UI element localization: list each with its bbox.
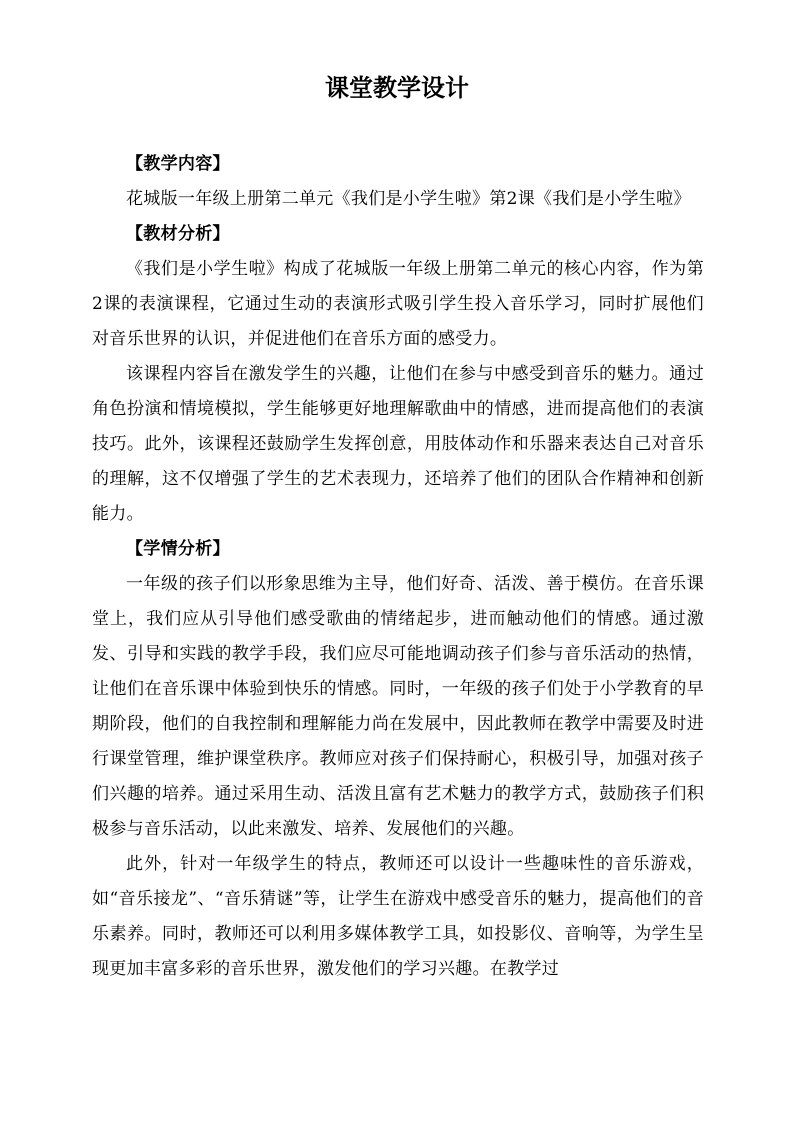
student-analysis-paragraph-2: 此外，针对一年级学生的特点，教师还可以设计一些趣味性的音乐游戏，如“音乐接龙”、“音乐猜谜”等，让学生在游戏中感受音乐的魅力，提高他们的音乐素养。同时，教师还可以利用多媒体教学工具，如投影仪、音响等，为学生呈现更加丰富多彩的音乐世界，激发他们的学习兴趣。在教学过	[92, 854, 704, 979]
textbook-analysis-paragraph-1: 《我们是小学生啦》构成了花城版一年级上册第二单元的核心内容，作为第2课的表演课程，它通过生动的表演形式吸引学生投入音乐学习，同时扩展他们对音乐世界的认识，并促进他们在音乐方面的感受力。	[92, 259, 704, 349]
document-body	[92, 147, 704, 987]
student-analysis-paragraph-1: 一年级的孩子们以形象思维为主导，他们好奇、活泼、善于模仿。在音乐课堂上，我们应从引导他们感受歌曲的情绪起步，进而触动他们的情感。通过激发、引导和实践的教学手段，我们应尽可能地调动孩子们参与音乐活动的热情，让他们在音乐课中体验到快乐的情感。同时，一年级的孩子们处于小学教育的早期阶段，他们的自我控制和理解能力尚在发展中，因此教师在教学中需要及时进行课堂管理，维护课堂秩序。教师应对孩子们保持耐心，积极引导，加强对孩子们兴趣的培养。通过采用生动、活泼且富有艺术魅力的教学方式，鼓励孩子们积极参与音乐活动，以此来激发、培养、发展他们的兴趣。	[92, 574, 704, 839]
section-heading-teaching-content: 【教学内容】	[126, 154, 230, 174]
textbook-analysis-paragraph-2: 该课程内容旨在激发学生的兴趣，让他们在参与中感受到音乐的魅力。通过角色扮演和情境模拟，学生能够更好地理解歌曲中的情感，进而提高他们的表演技巧。此外，该课程还鼓励学生发挥创意，用肢体动作和乐器来表达自己对音乐的理解，这不仅增强了学生的艺术表现力，还培养了他们的团队合作精神和创新能力。	[92, 364, 704, 524]
teaching-content-paragraph: 花城版一年级上册第二单元《我们是小学生啦》第2课《我们是小学生啦》	[126, 189, 691, 209]
section-heading-student-analysis: 【学情分析】	[126, 539, 230, 559]
section-heading-textbook-analysis: 【教材分析】	[126, 224, 230, 244]
page-title: 课堂教学设计	[325, 74, 469, 102]
